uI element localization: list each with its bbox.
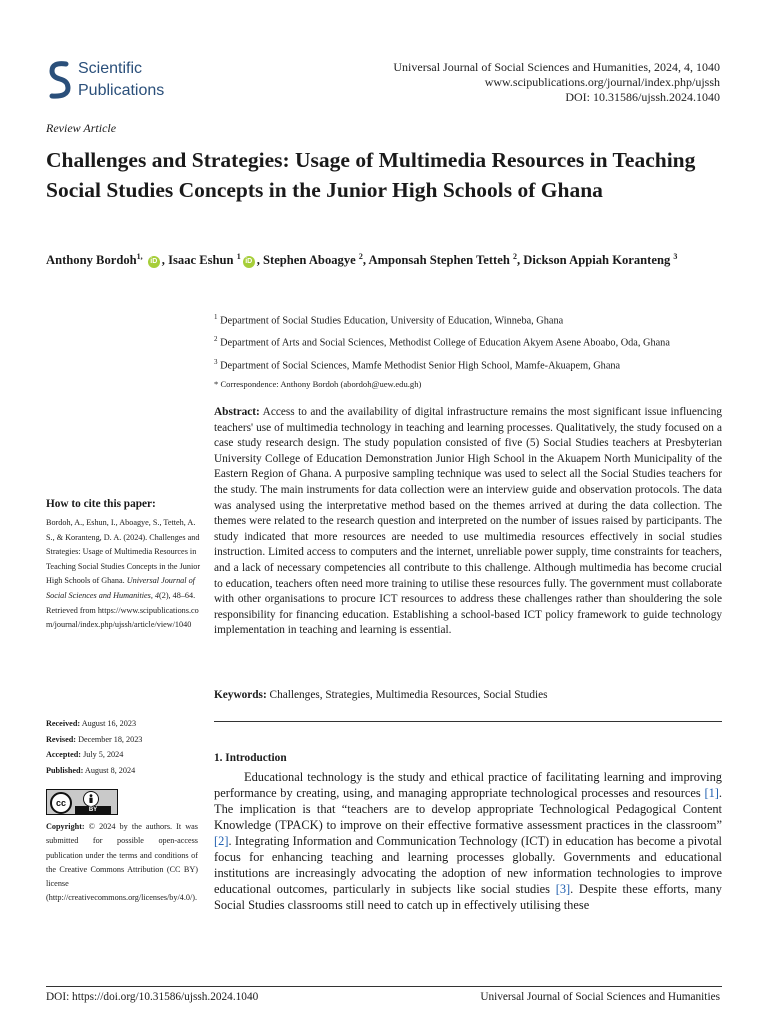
received-date	[46, 716, 142, 732]
affiliation-item	[214, 353, 734, 375]
intro-text: . Despite these efforts, many Social Studies classrooms still need to catch up in effectively utilising these	[214, 882, 722, 912]
date-value: December 18, 2023	[76, 734, 143, 744]
author-affil-sup: 2	[513, 252, 517, 261]
published-date	[46, 763, 142, 779]
intro-text: . Integrating Information and Communication Technology (ICT) in education has become a pivotal focus for enhancing teaching and learning processes globally. Governments and educational institutions are increasingly advocating the adoption of new information technologies to improve educational outcomes, particularly in subjects like social studies	[214, 834, 722, 896]
logo-wordmark	[78, 58, 164, 102]
article-type: Review Article	[46, 121, 117, 135]
cc-icon: cc	[50, 792, 72, 814]
affiliation-text: Department of Arts and Social Sciences, Methodist College of Education Akyem Asene Aboabo, Oda, Ghana	[217, 337, 670, 349]
author-affil-sup: 1,	[136, 252, 143, 261]
journal-doi: DOI: 10.31586/ujssh.2024.1040	[565, 90, 720, 104]
author-affil-sup: 3	[673, 252, 678, 261]
cite-text: (2), 48–64. Retrieved from https://www.scipublications.com/journal/index.php/ujssh/article/view/1040	[46, 590, 199, 630]
affiliation-text: Department of Social Sciences, Mamfe Methodist Senior High School, Mamfe-Akuapem, Ghana	[217, 360, 621, 372]
cc-by-badge[interactable]	[46, 789, 118, 815]
author-name: , Dickson Appiah Koranteng	[517, 253, 674, 268]
affiliation-item	[214, 330, 734, 352]
footer-journal: Universal Journal of Social Sciences and Humanities	[480, 991, 720, 1003]
intro-text: . The implication is that “teachers are to develop appropriate Technological Pedagogical Content Knowledge (TPACK) to improve on their effective formative assessment practices in the classroom”	[214, 786, 722, 832]
date-label: Published:	[46, 765, 84, 775]
accepted-date	[46, 747, 142, 763]
citation-link[interactable]: [1]	[704, 786, 719, 800]
logo-line-1: Scientific	[78, 60, 143, 77]
citation-link[interactable]: [3]	[555, 882, 571, 896]
author-affil-sup: 1	[236, 252, 241, 261]
footer-doi[interactable]: DOI: https://doi.org/10.31586/ujssh.2024.1040	[46, 991, 259, 1003]
author-affil-sup: 2	[358, 252, 363, 261]
copyright-label: Copyright:	[46, 822, 85, 831]
orcid-icon[interactable]: iD	[243, 256, 255, 268]
date-label: Revised:	[46, 734, 77, 744]
affiliation-text: Department of Social Studies Education, University of Education, Winneba, Ghana	[217, 315, 564, 327]
date-value: August 8, 2024	[83, 765, 136, 775]
keywords-text: Challenges, Strategies, Multimedia Resources, Social Studies	[266, 689, 548, 701]
section-heading: 1. Introduction	[214, 752, 287, 764]
date-value: July 5, 2024	[81, 750, 124, 759]
orcid-icon[interactable]: iD	[148, 256, 160, 268]
citation-link[interactable]: [2]	[214, 834, 229, 848]
author-name: , Isaac Eshun	[161, 253, 237, 268]
cite-body	[46, 516, 202, 633]
journal-url[interactable]: www.scipublications.org/journal/index.php/ujssh	[484, 75, 720, 89]
abstract	[214, 405, 722, 639]
journal-header	[393, 60, 720, 105]
copyright-text: © 2024 by the authors. It was submitted for possible open-access publication under the terms and conditions of the Creative Commons Attribution (CC BY) license (http://creativecommons.org/licenses/by/4.0/).	[46, 822, 198, 903]
keywords	[214, 689, 722, 701]
cite-journal: Universal Journal of Social Sciences and Humanities	[46, 576, 195, 600]
date-label: Received:	[46, 719, 81, 728]
cite-volume: 4	[154, 590, 160, 600]
correspondence: * Correspondence: Anthony Bordoh (abordoh@uew.edu.gh)	[214, 379, 422, 389]
date-value: August 16, 2023	[80, 719, 137, 728]
author-name: Anthony Bordoh	[46, 253, 137, 268]
affiliation-sup: 3	[214, 357, 218, 366]
keywords-label: Keywords:	[214, 689, 267, 701]
affiliation-sup: 2	[214, 335, 218, 344]
author-name: , Stephen Aboagye	[256, 253, 359, 268]
attribution-icon	[83, 791, 99, 807]
logo-line-2: Publications	[78, 82, 165, 99]
cite-text: ,	[150, 590, 155, 600]
section-divider	[214, 721, 722, 722]
abstract-label: Abstract:	[214, 406, 260, 418]
by-label: BY	[75, 806, 111, 814]
copyright-notice	[46, 820, 198, 906]
author-name: , Amponsah Stephen Tetteh	[362, 253, 513, 268]
paper-title: Challenges and Strategies: Usage of Multimedia Resources in Teaching Social Studies Concepts in the Junior High Schools of Ghana	[46, 148, 696, 202]
affiliations	[214, 308, 734, 375]
footer-divider	[46, 986, 722, 987]
journal-line: Universal Journal of Social Sciences and Humanities, 2024, 4, 1040	[393, 60, 720, 74]
author-list	[46, 247, 726, 270]
intro-paragraph	[214, 769, 722, 913]
affiliation-sup: 1	[214, 313, 218, 321]
cite-text: Bordoh, A., Eshun, I., Aboagye, S., Tetteh, A. S., & Koranteng, D. A. (2024). Challenges and Strategies: Usage of Multimedia Resources in Teaching Social Studies Concepts in the Junior High Schools of Ghana.	[46, 518, 201, 586]
intro-text: Educational technology is the study and ethical practice of facilitating learning and improving performance by creating, using, and managing appropriate technological processes and resources	[214, 770, 722, 800]
revised-date	[46, 732, 142, 748]
publication-dates	[46, 716, 142, 778]
affiliation-item	[214, 308, 734, 330]
logo	[46, 60, 72, 105]
cite-heading: How to cite this paper:	[46, 498, 156, 510]
abstract-text: Access to and the availability of digital infrastructure remains the most significant issue influencing teachers' use of multimedia technology in teaching and learning processes. Qualitatively, the study focused on a case study research design. The study population consisted of five (5) Social Studies teachers at Presbyterian University College of Education Demonstration Junior High School in the Akuapem North Municipality of the Eastern Region of Ghana. A purposive sampling technique was used to select all the Social Studies teachers for the study. The main instruments for data collection were an interview guide and observation protocols. The data was analysed using the interpretative method based on the themes arrived at during the data collection. The themes were related to the research question and interpreted on the number of issues raised by participants. The study indicated that more resources are needed to use multimedia resources effectively in social studies instruction. Limited access to computers and the internet, unreliable power supply, time constraints for teachers, and a lack of necessary competencies all contribute to this challenge. Although multimedia has become crucial to education, teachers often need more training to utilise these resources fully. The government must collaborate with other organisations to procure ICT resources to address these challenges rather than shouldering the sole responsibility for financing education. Establishing a school-based ICT policy framework to guide technology implementation in teaching and learning is essential.	[214, 406, 722, 637]
publisher-logo-icon	[46, 60, 72, 100]
date-label: Accepted:	[46, 750, 82, 759]
